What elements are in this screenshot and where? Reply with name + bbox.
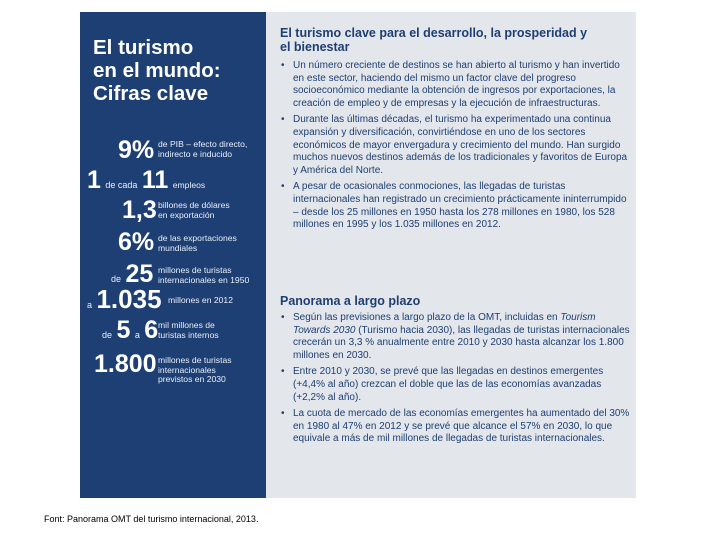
stat-connector: de cada	[105, 180, 138, 190]
stat-prefix: de	[111, 274, 122, 284]
stat-value: 1.035	[96, 284, 162, 314]
stat-domestic	[102, 316, 158, 345]
stat-value: 1	[87, 166, 101, 194]
stat-connector: a	[134, 330, 140, 340]
title-line: Cifras clave	[93, 82, 209, 105]
stat-desc: empleos	[172, 180, 206, 190]
stat-value: 6	[144, 316, 159, 344]
stat-desc: billones de dólares en exportación	[158, 200, 230, 220]
stat-desc: de PIB – efecto directo, indirecto e inducido	[158, 139, 248, 159]
bullet-item: • Según las previsiones a largo plazo de la OMT, incluidas en Tourism Towards 2030 (Turismo hacia 2030), las llegadas de turistas internacionales crecerán un 3,3 % anualmente entre 2010 y 2030 hasta alcanzar los 1.800 millones en 2030.	[280, 312, 630, 362]
source-caption: Font: Panorama OMT del turismo internacional, 2013.	[44, 514, 259, 524]
stat-arrivals-2012	[87, 284, 162, 315]
stat-desc: millones de turistas internacionales previstos en 2030	[158, 355, 232, 385]
stat-prefix: a	[87, 300, 93, 310]
stat-jobs	[87, 166, 205, 195]
main-title	[93, 36, 258, 105]
bullet-item: • A pesar de ocasionales conmociones, las llegadas de turistas internacionales han registrado un crecimiento prácticamente ininterrumpido – desde los 25 millones en 1950 hasta los 278 millones en 1980, los 528 millones en 1995 y los 1.035 millones en 2012.	[280, 181, 630, 231]
bullet-item: • Un número creciente de destinos se han abierto al turismo y han invertido en este sector, haciendo del mismo un factor clave del progreso socioeconómico mediante la obtención de ingresos por exportaciones, la creación de empleo y de empresas y la ejecución de infraestructuras.	[280, 60, 630, 110]
infographic	[80, 12, 636, 498]
key-figures-panel	[80, 12, 266, 498]
bullet-list-development	[280, 60, 630, 236]
title-line: El turismo	[93, 36, 194, 59]
stat-prefix: de	[102, 330, 113, 340]
title-line: en el mundo:	[93, 59, 221, 82]
stat-value: 5	[116, 316, 131, 344]
stat-gdp	[118, 136, 154, 165]
text-panel	[266, 12, 636, 498]
stat-forecast-2030	[94, 350, 157, 379]
bullet-item: • La cuota de mercado de las economías emergentes ha aumentado del 30% en 1980 al 47% en 2012 y se prevé que alcance el 57% en 2030, lo que equivale a más de mil millones de llegadas de turistas internacionales.	[280, 408, 630, 446]
stat-exports	[122, 196, 157, 225]
section-title-outlook: Panorama a largo plazo	[280, 294, 421, 308]
section-title-development: El turismo clave para el desarrollo, la prosperidad y el bienestar	[280, 26, 588, 54]
stat-value: 1,3	[122, 196, 157, 224]
stat-desc: millones de turistas internacionales en 1950	[158, 265, 250, 285]
stat-value: 1.800	[94, 350, 157, 378]
bullet-list-outlook	[280, 312, 630, 450]
stat-desc: de las exportaciones mundiales	[158, 233, 237, 253]
stat-value: 9%	[118, 136, 155, 164]
stat-desc: mil millones de turistas internos	[158, 320, 219, 340]
stat-world-exports	[118, 228, 154, 257]
stat-value: 25	[125, 260, 154, 288]
stat-desc: millones en 2012	[168, 295, 233, 305]
stat-value: 6%	[118, 228, 155, 256]
stat-value: 11	[141, 166, 169, 194]
bullet-item: • Durante las últimas décadas, el turismo ha experimentado una continua expansión y diversificación, convirtiéndose en uno de los sectores económicos de mayor envergadura y crecimiento del mundo. Han surgido muchos nuevos destinos además de los tradicionales y favoritos de Europa y América del Norte.	[280, 114, 630, 177]
bullet-item: • Entre 2010 y 2030, se prevé que las llegadas en destinos emergentes (+4,4% al año) crezcan el doble que las de las economías avanzadas (+2,2% al año).	[280, 366, 630, 404]
